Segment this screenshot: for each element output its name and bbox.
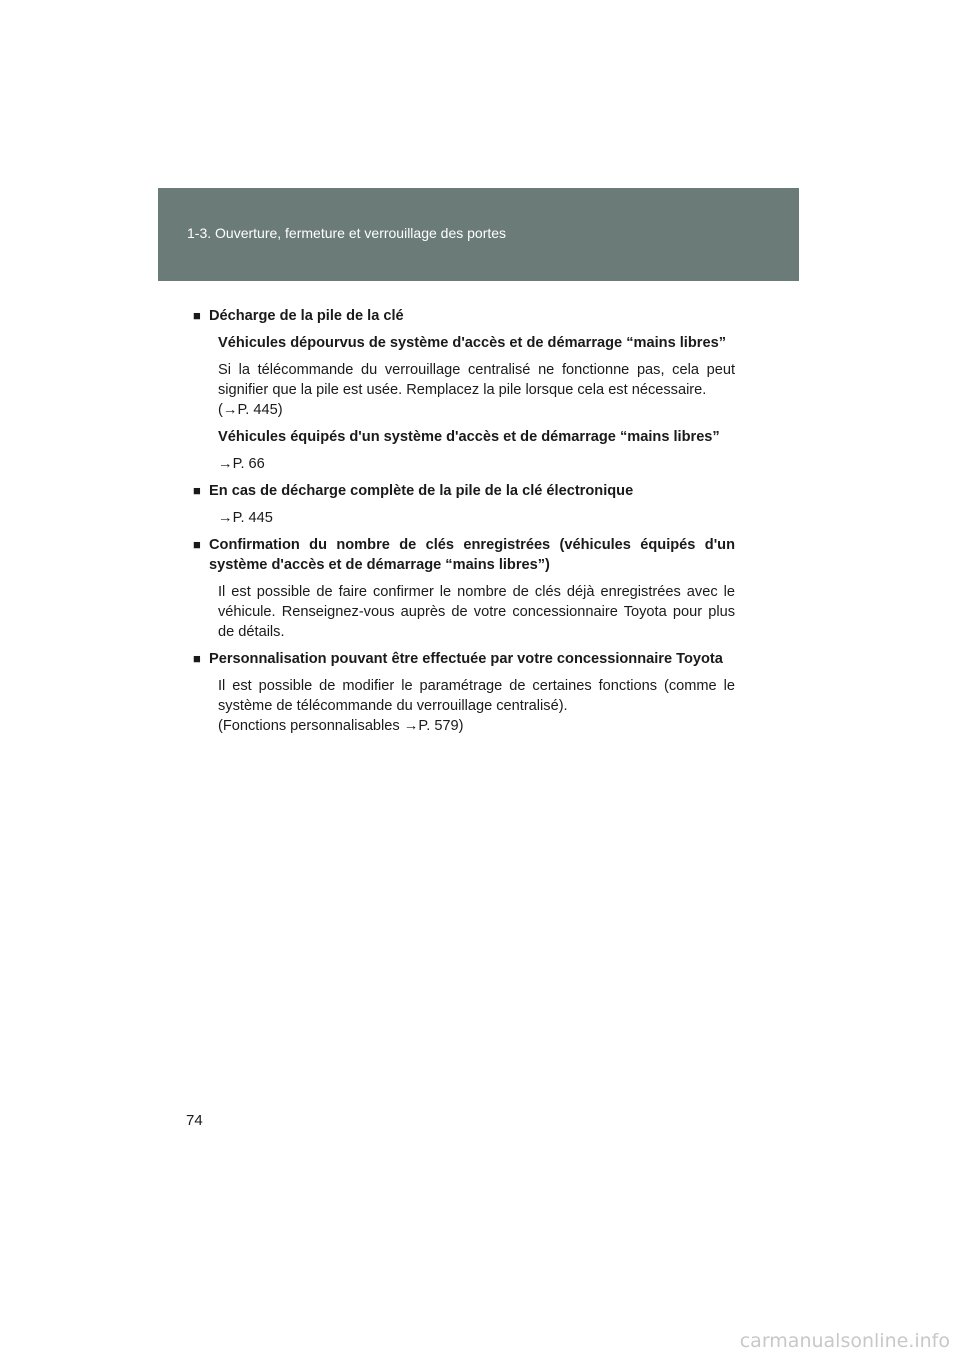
section-title: ■ Personnalisation pouvant être effectuée par votre concessionnaire Toyota	[193, 651, 723, 667]
section-body	[209, 582, 735, 642]
paragraph: Si la télécommande du verrouillage centralisé ne fonctionne pas, cela peut signifier que la pile est usée. Remplacez la pile lorsque cela est nécessaire. (→P. 445)	[218, 362, 735, 418]
section-title: ■ En cas de décharge complète de la pile de la clé électronique	[193, 483, 634, 499]
section-body	[209, 508, 735, 528]
section-dealer-customization	[193, 649, 735, 736]
square-bullet-icon: ■	[193, 537, 201, 552]
paragraph: Il est possible de faire confirmer le nombre de clés déjà enregistrées avec le véhicule. Renseignez-vous auprès de votre concessionnaire Toyota pour plus de détails.	[218, 584, 735, 640]
page-reference: (Fonctions personnalisables →P. 579)	[218, 718, 464, 734]
watermark: carmanualsonline.info	[739, 1330, 950, 1352]
section-body	[209, 676, 735, 736]
section-key-battery-discharge	[193, 306, 735, 474]
square-bullet-icon: ■	[193, 651, 201, 666]
page-reference: →P. 445	[218, 510, 273, 526]
section-registered-keys-confirmation	[193, 535, 735, 642]
section-body	[209, 333, 735, 474]
page-number: 74	[186, 1112, 203, 1129]
paragraph: Il est possible de modifier le paramétrage de certaines fonctions (comme le système de télécommande du verrouillage centralisé). (Fonctions personnalisables →P. 579)	[218, 678, 735, 734]
square-bullet-icon: ■	[193, 308, 201, 323]
chapter-header-band	[158, 188, 799, 281]
section-title: ■ Décharge de la pile de la clé	[193, 308, 404, 324]
page-reference: (→P. 445)	[218, 402, 283, 418]
square-bullet-icon: ■	[193, 483, 201, 498]
page-content	[193, 306, 735, 743]
section-electronic-key-full-discharge	[193, 481, 735, 528]
section-title: ■ Confirmation du nombre de clés enregistrées (véhicules équipés d'un système d'accès et de démarrage “mains libres”)	[193, 537, 735, 573]
chapter-title: 1-3. Ouverture, fermeture et verrouillage des portes	[187, 225, 507, 241]
page-reference: →P. 66	[218, 456, 265, 472]
subheading: Véhicules équipés d'un système d'accès et de démarrage “mains libres”	[218, 429, 720, 445]
subheading: Véhicules dépourvus de système d'accès et de démarrage “mains libres”	[218, 335, 726, 351]
